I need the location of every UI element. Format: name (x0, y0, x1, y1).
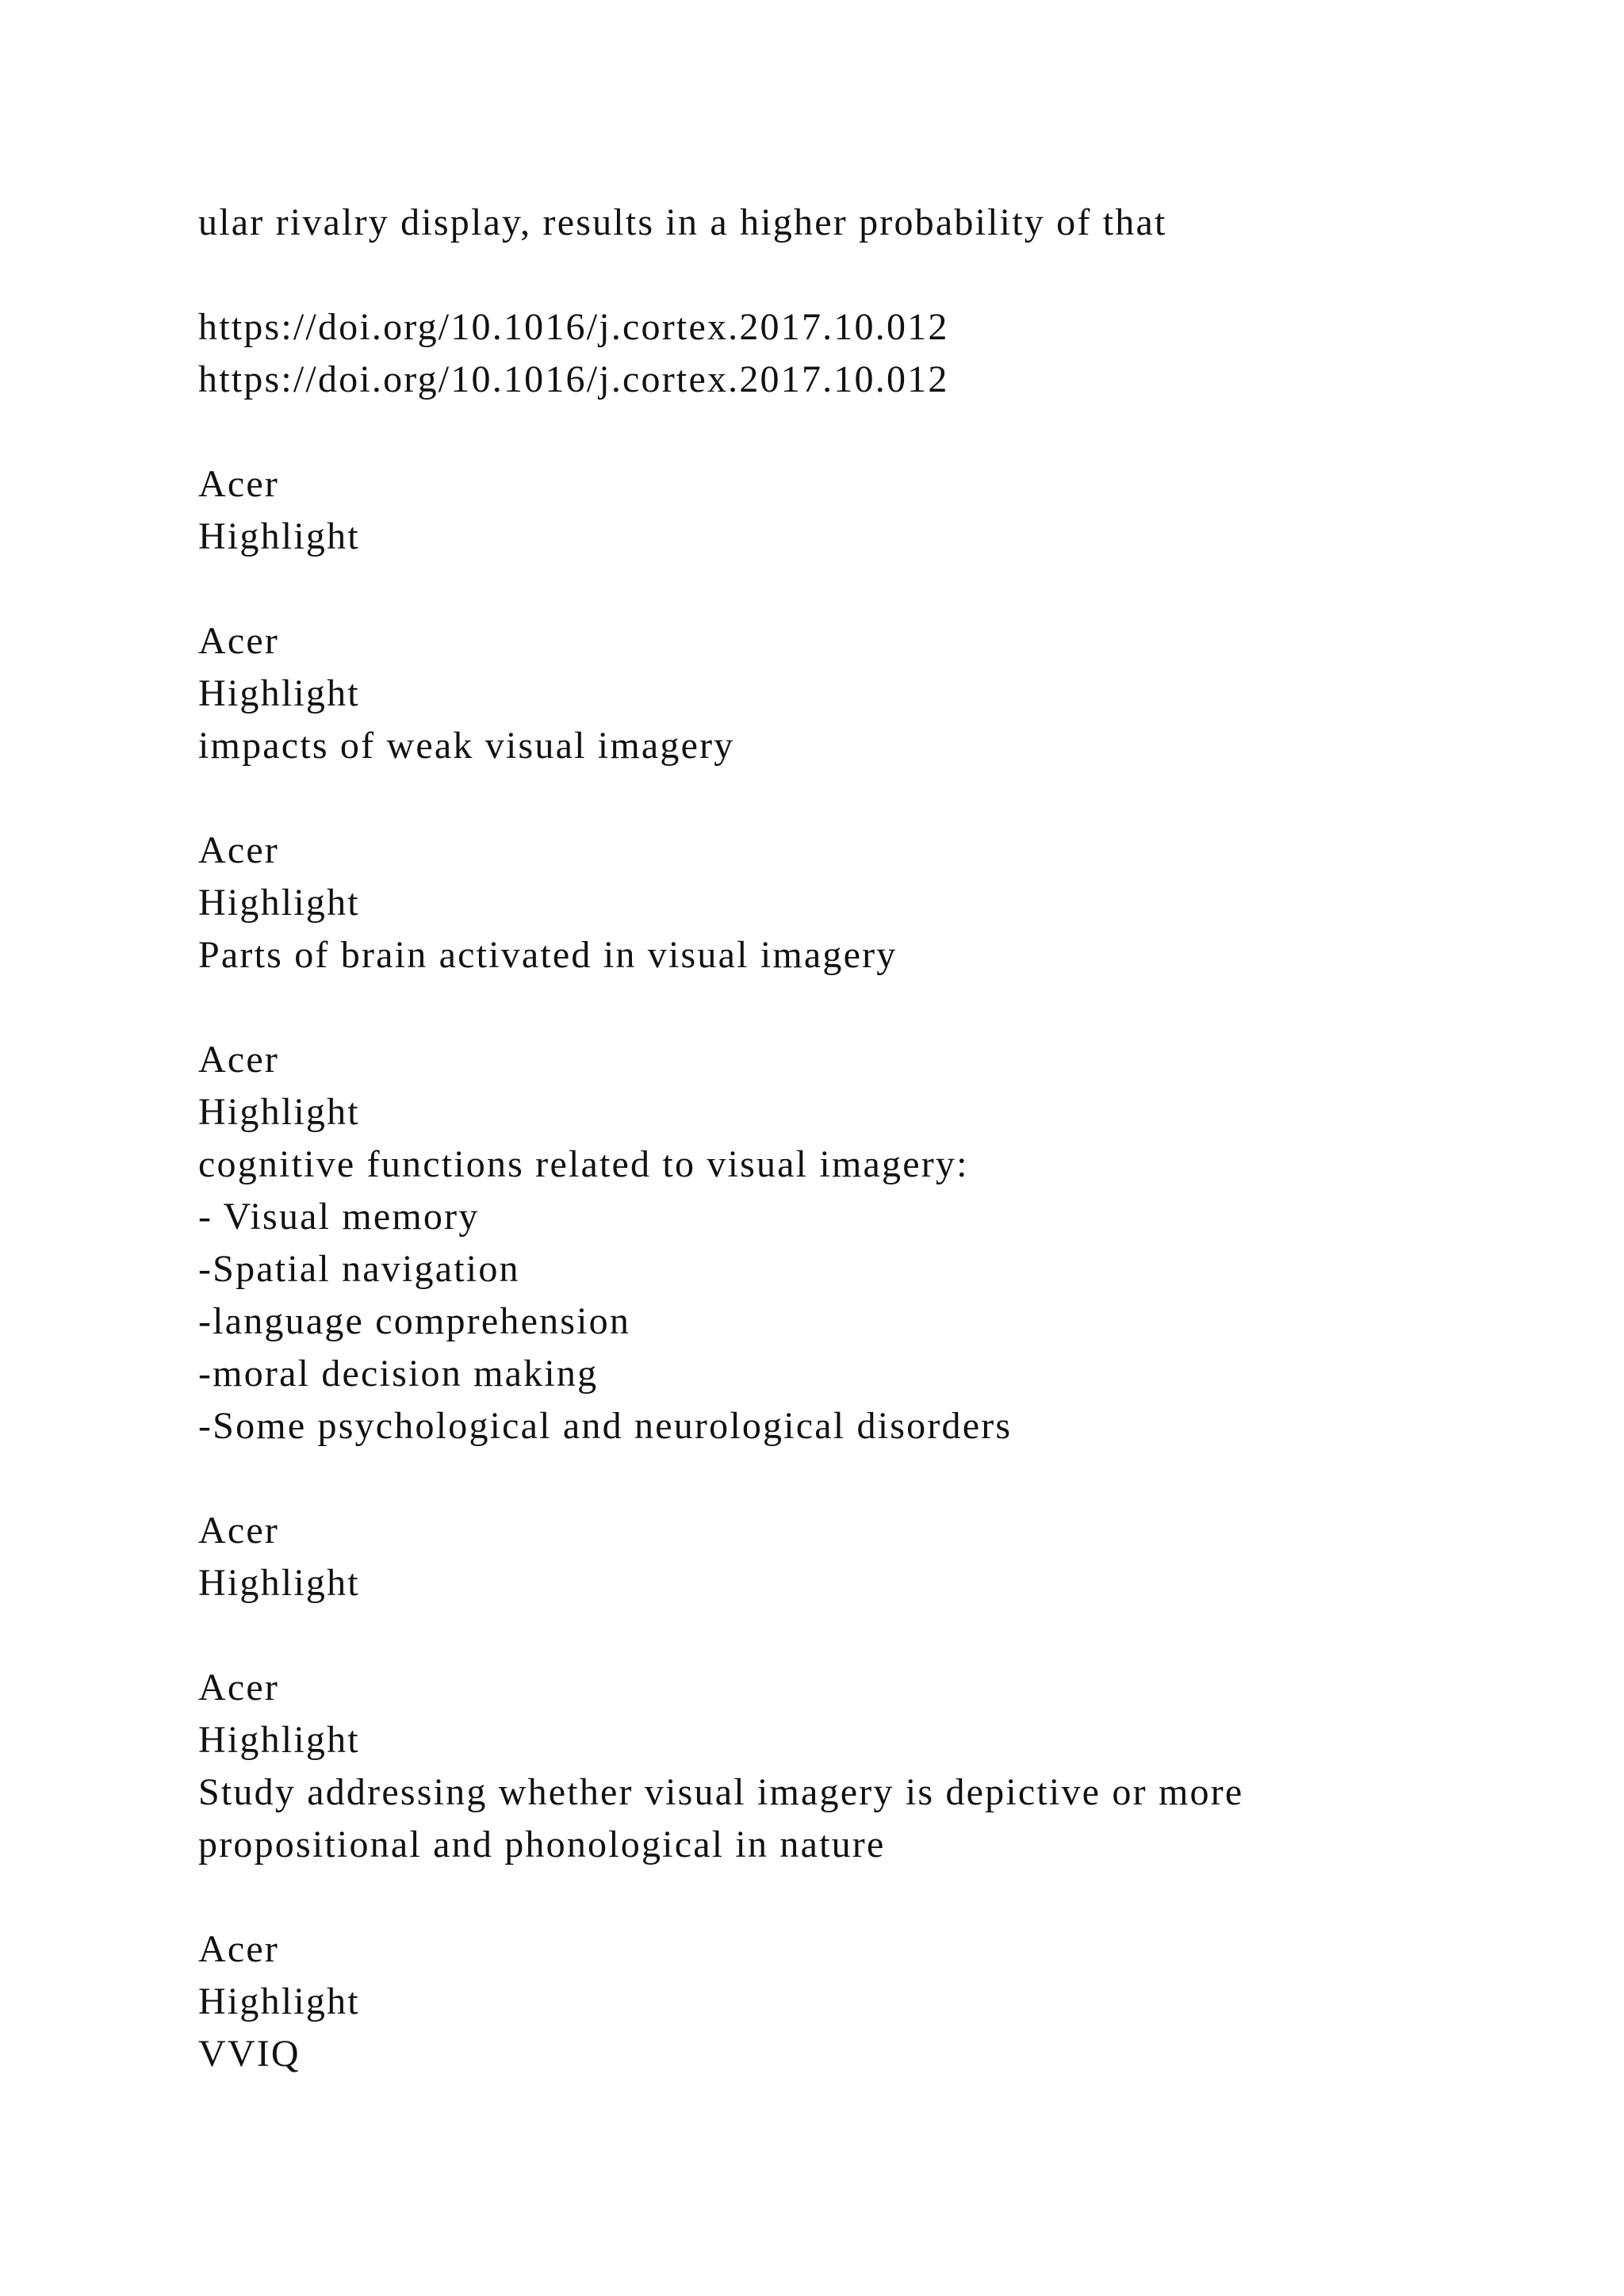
annotation-note: cognitive functions related to visual imagery: (198, 1143, 969, 1185)
annotation-type: Highlight (198, 672, 360, 714)
blank-line (198, 249, 1546, 301)
blank-line (198, 1871, 1546, 1923)
annotation-author: Acer (198, 1510, 280, 1552)
blank-line (198, 772, 1546, 825)
annotation-list-item: -moral decision making (198, 1353, 599, 1395)
doi-link[interactable]: https://doi.org/10.1016/j.cortex.2017.10.012 (198, 358, 949, 400)
annotation-author: Acer (198, 1039, 280, 1081)
annotation-type: Highlight (198, 882, 360, 924)
annotation-author: Acer (198, 1928, 280, 1970)
blank-line (198, 1452, 1546, 1505)
annotation-author: Acer (198, 1667, 280, 1709)
annotation-author: Acer (198, 463, 280, 505)
annotation-type: Highlight (198, 1562, 360, 1604)
document-body (198, 197, 1546, 2080)
annotation-author: Acer (198, 620, 280, 662)
annotation-author: Acer (198, 829, 280, 871)
annotation-type: Highlight (198, 1719, 360, 1761)
annotation-list-item: -language comprehension (198, 1300, 631, 1342)
annotation-list-item: -Some psychological and neurological disorders (198, 1405, 1013, 1447)
annotation-note: VVIQ (198, 2033, 301, 2075)
annotation-note: Parts of brain activated in visual imagery (198, 934, 898, 976)
doi-link[interactable]: https://doi.org/10.1016/j.cortex.2017.10.012 (198, 306, 949, 348)
blank-line (198, 406, 1546, 458)
text-line-intro: ular rivalry display, results in a higher probability of that (198, 201, 1167, 243)
blank-line (198, 982, 1546, 1034)
blank-line (198, 1609, 1546, 1662)
annotation-type: Highlight (198, 1091, 360, 1133)
annotation-type: Highlight (198, 515, 360, 557)
annotation-list-item: - Visual memory (198, 1196, 480, 1238)
annotation-note: impacts of weak visual imagery (198, 725, 735, 767)
annotation-list-item: -Spatial navigation (198, 1248, 520, 1290)
blank-line (198, 563, 1546, 615)
annotation-note: propositional and phonological in nature (198, 1823, 886, 1866)
annotation-note: Study addressing whether visual imagery is depictive or more (198, 1771, 1244, 1813)
annotation-type: Highlight (198, 1980, 360, 2022)
